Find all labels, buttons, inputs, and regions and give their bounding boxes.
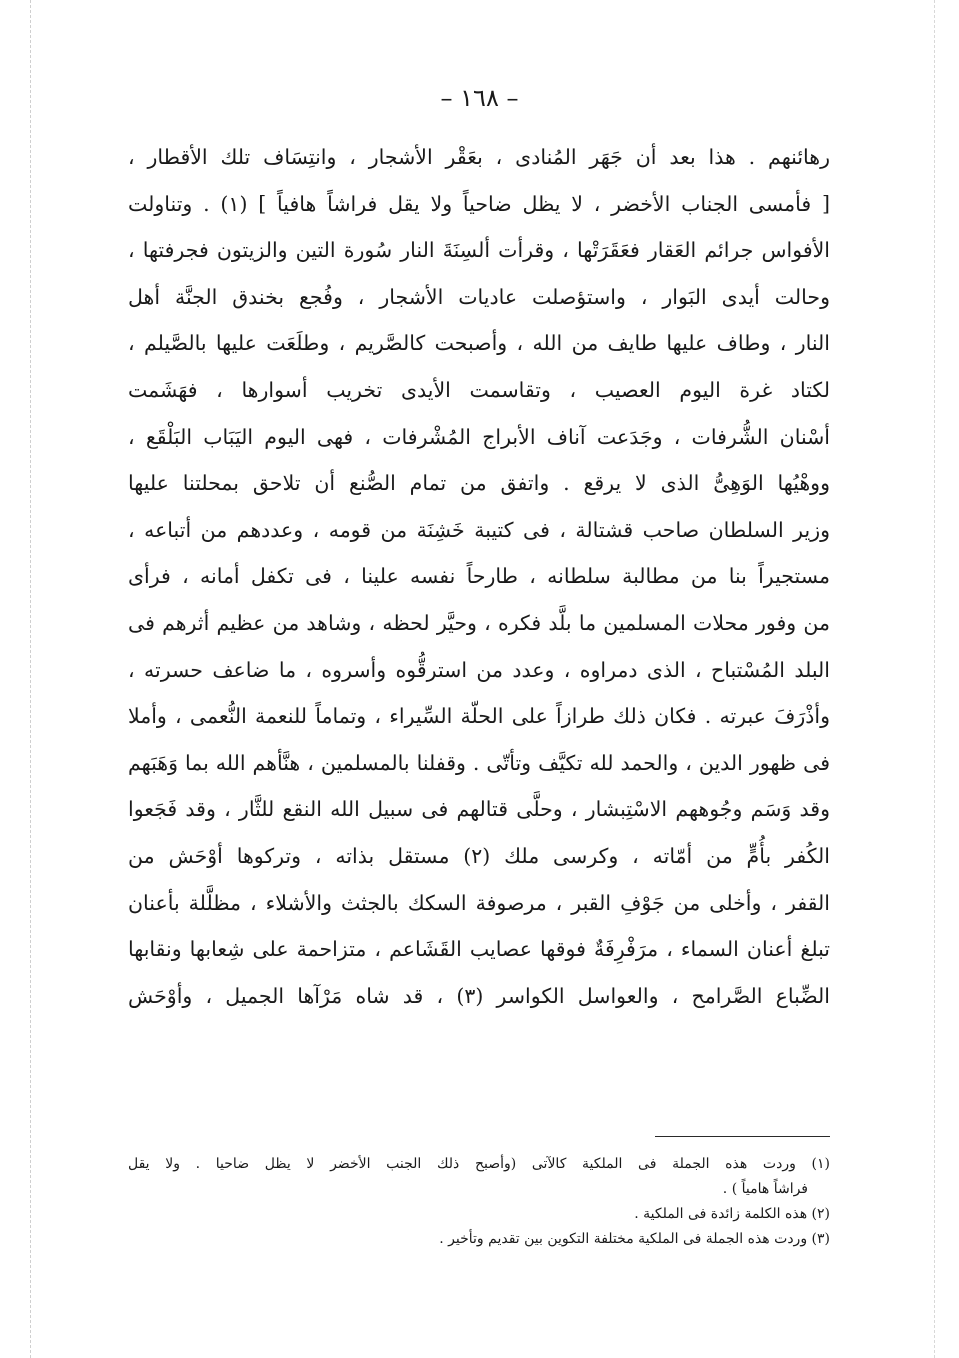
text-line: [ فأمسى الجناب الأخضر ، لا يظل ضاحياً ولا يقل فراشاً هافياً ] (١) . وتناولت: [128, 191, 830, 216]
text-line: القفر ، وأخلى من جَوْفِ القبر ، مرصوفة السكك بالجثث والأشلاء ، مظلَّلة بأعنان: [128, 890, 830, 915]
footnote-2: (٢) هذه الكلمة زائدة فى الملكية .: [634, 1206, 830, 1222]
text-line: وأذْرَفَ عبرته . فكان ذلك طرازاً على الحلّة السِّيراء ، وتماماً للنعمة النُّعمى ، وأملا: [128, 704, 830, 729]
footnote-1-continuation: فراشاً هامياً ) .: [722, 1181, 808, 1197]
text-line: تبلغ أعنان السماء ، مرَفْرِفَةٌ فوقها عصايب القَشَاعم ، متزاحمة على شِعابها ونقابها: [128, 937, 830, 962]
footnote-1: (١) وردت هذه الجملة فى الملكية كالآتى (وأصبح ذلك الجنب الأخضر لا يظل ضاحيا . ولا يقل: [128, 1156, 830, 1172]
text-line: من وفور محلات المسلمين ما بلَّد فكره ، وحيَّر لحظه ، وشاهد من عظيم أثرهم فى: [128, 610, 830, 635]
scan-edge-right: [934, 0, 935, 1358]
footnote-3: (٣) وردت هذه الجملة فى الملكية مختلفة التكوين بين تقديم وتأخير .: [439, 1231, 830, 1247]
page-number: – ١٦٨ –: [440, 84, 519, 112]
text-line: فى ظهور الدين ، والحمد لله تكيَّف وتأتّى . وقفلنا بالمسلمين ، هنَّأهم الله بما وَهَبَهم: [128, 750, 830, 775]
footnotes: [128, 1152, 830, 1252]
main-text: [128, 134, 830, 1019]
text-line: وزير السلطان صاحب قشتالة ، فى كتيبة خَشِنَة من قومه ، وعددهم من أتباعه ،: [128, 517, 830, 542]
text-line: الكُفر بأُمٍّ من أمّاته ، وكرسى ملك (٢) مستقل بذاته ، وتركوها أوْحَش من: [128, 843, 830, 868]
text-line: ووهْيُها الوَهِىُّ الذى لا يرقع . واتفق من تمام الصُّنع أن تلاحق بمحلتنا عليها: [128, 471, 830, 496]
text-line: وحالت أيدى البَوار ، واستؤصلت عاديات الأشجار ، وفُجع بخندق الجنَّة أهل: [128, 284, 830, 309]
text-line: الأفواس جرائم العَقار فعَقَرَتْها ، وقرأت ألسِنَةَ النار سُورة التين والزيتون فجرفتها ،: [128, 238, 830, 263]
text-line: الضِّباع الصَّرامح ، والعواسل الكواسر (٣) ، قد شاه مَرْآها الجميل ، وأوْحَش: [128, 983, 830, 1008]
text-line: وقد وَسَم وجُوههم الاسْتِبشار ، وحلَّى قتالهم فى سبيل الله النقع للثَّار ، وقد فَجَعوا: [128, 797, 830, 822]
text-line: أسْنان الشُّرفات ، وجَدَعت آناف الأبراج المُشْرفات ، فهى اليوم اليَبَاب البَلْقَع ،: [128, 424, 830, 449]
text-line: رهائنهم . هذا بعد أن جَهَر المُنادى ، بعَقْر الأشجار ، وانتِسَاف تلك الأقطار ،: [128, 145, 830, 169]
text-line: لكتاد غرة اليوم العصيب ، وتقاسمت الأيدى تخريب أسوارها ، فهَشَمت: [128, 377, 830, 402]
footnote-separator: [655, 1136, 830, 1137]
text-line: مستجيراً بنا من مطالبة سلطانه ، طارحاً نفسه علينا ، فى تكفل أمانه ، فرأى: [128, 564, 830, 589]
text-line: النار ، وطاف عليها طايف من الله ، وأصبحت كالصَّريم ، وطلَعَت عليها بالصَّيلم ،: [128, 331, 830, 356]
scan-edge-left: [30, 0, 31, 1358]
text-line: البلد المُسْتباح ، الذى دمراوه ، وعدد من استرقُّوه وأسروه ، ما ضاعف حسرته ،: [128, 657, 830, 682]
